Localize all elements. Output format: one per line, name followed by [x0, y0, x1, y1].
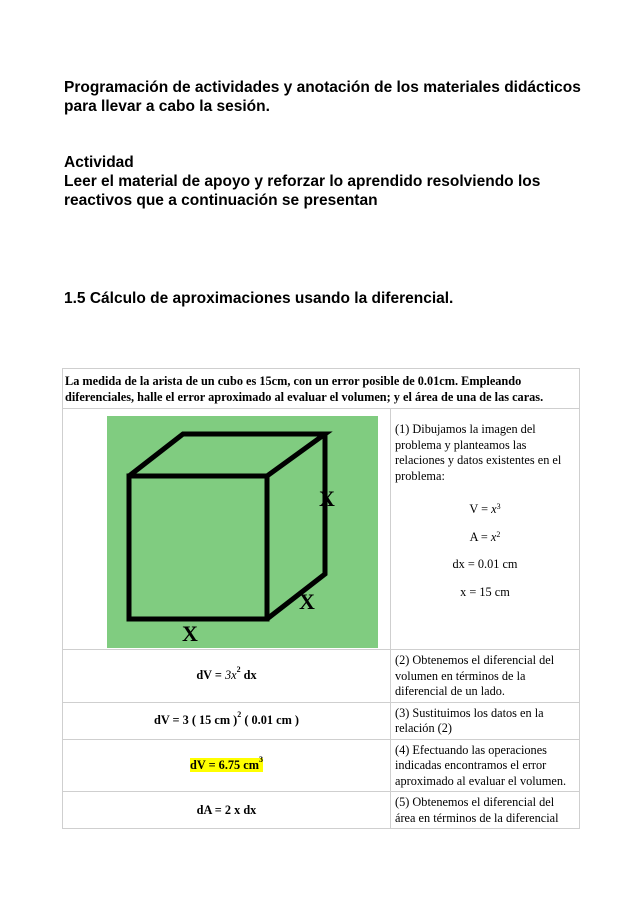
- cube-figure: [107, 416, 378, 648]
- activity-text: Leer el material de apoyo y reforzar lo aprendido resolviendo los reactivos que a continuación se presentan: [64, 173, 541, 209]
- figure-row: [63, 409, 580, 650]
- step-3-note: (3) Sustituimos los datos en la relación (2): [391, 702, 580, 739]
- exercise-table: [62, 368, 580, 829]
- edge-label-depth: X: [299, 589, 315, 614]
- step-1-cell: [391, 409, 580, 650]
- edge-label-height: X: [319, 486, 335, 511]
- step-5-note: (5) Obtenemos el diferencial del área en términos de la diferencial: [391, 792, 580, 829]
- step-2-note: (2) Obtenemos el diferencial del volumen en términos de la diferencial de un lado.: [391, 650, 580, 703]
- activity-title: Actividad: [64, 154, 134, 171]
- activity-block: [64, 153, 584, 210]
- program-heading: Programación de actividades y anotación de los materiales didácticos para llevar a cabo la sesión.: [64, 79, 581, 115]
- step-4-note: (4) Efectuando las operaciones indicadas encontramos el error aproximado al evaluar el volumen.: [391, 739, 580, 792]
- step-5-row: [63, 792, 580, 829]
- cube-drawing: [107, 416, 378, 648]
- step-4-row: [63, 739, 580, 792]
- result-highlight: dV = 6.75 $cm^3$: [190, 754, 263, 772]
- edge-label-width: X: [182, 621, 198, 646]
- equation-volume: $V = x^3$: [469, 502, 501, 516]
- step-3-row: [63, 702, 580, 739]
- step-1-text: (1) Dibujamos la imagen del problema y planteamos las relaciones y datos existentes en el problema:: [395, 422, 562, 483]
- cube-top-face: [129, 434, 325, 476]
- formula-dv-general: dV = $3x^2$ dx: [63, 650, 391, 703]
- equation-area: $A = x^2$: [469, 529, 501, 544]
- section-heading: 1.5 Cálculo de aproximaciones usando la diferencial.: [64, 290, 454, 307]
- step-2-row: [63, 650, 580, 703]
- formula-da: dA = 2 x dx: [63, 792, 391, 829]
- cube-front-face: [129, 476, 267, 619]
- equation-x: x = 15 cm: [460, 584, 510, 599]
- equation-dx: dx = 0.01 cm: [452, 557, 518, 571]
- problem-statement: La medida de la arista de un cubo es 15cm, con un error posible de 0.01cm. Empleando diferenciales, halle el error aproximado al evaluar el volumen; y el área de una de las caras.: [63, 369, 580, 409]
- formula-dv-substituted: dV = 3 ( 15 cm )$^2$ ( 0.01 cm ): [63, 702, 391, 739]
- problem-row: [63, 369, 580, 409]
- cube-side-face: [267, 434, 325, 619]
- cube-figure-cell: [63, 409, 391, 650]
- formula-dv-result: [63, 739, 391, 792]
